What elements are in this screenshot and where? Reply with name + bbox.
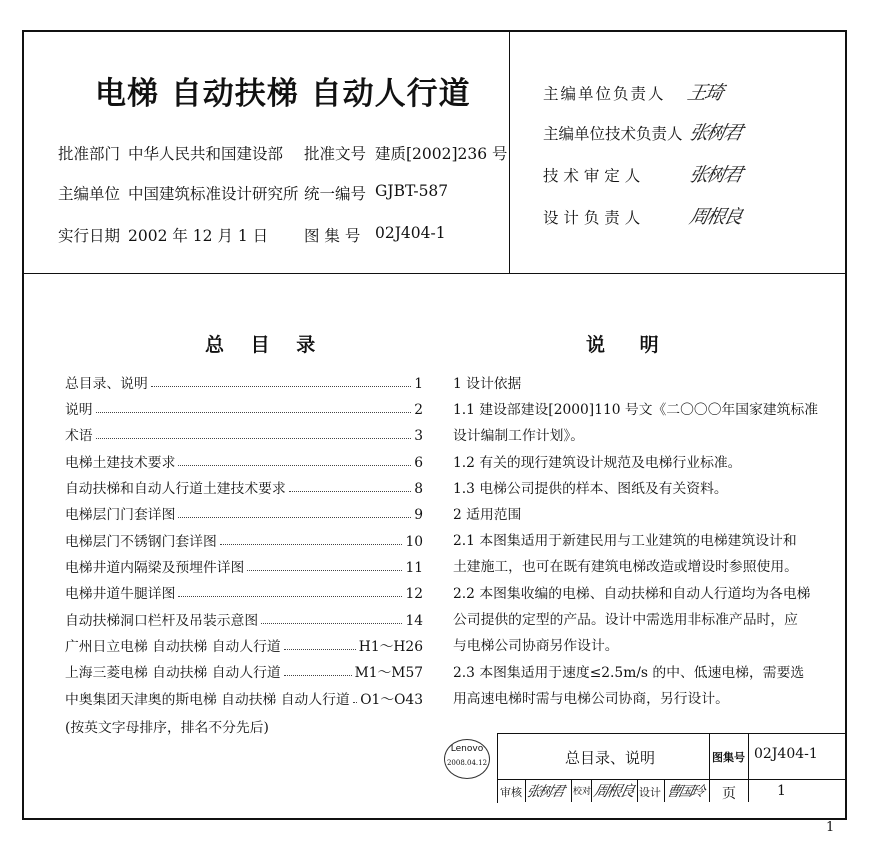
- leader-dots: [178, 517, 411, 518]
- note-line: 1 设计依据: [453, 376, 522, 392]
- check-label: 校对: [573, 787, 592, 797]
- signature: 张树君: [687, 164, 744, 186]
- header-vertical-divider: [509, 30, 510, 273]
- signature: 张树君: [687, 122, 744, 144]
- leader-dots: [178, 596, 402, 597]
- page-value: 1: [777, 783, 786, 799]
- toc-item-page: 12: [405, 586, 423, 602]
- signatory-role: 主编单位负责人: [543, 85, 666, 103]
- toc-item-page: 2: [414, 402, 423, 418]
- toc-item-page: 14: [405, 613, 423, 629]
- design-label: 设计: [639, 786, 661, 799]
- toc-item: [65, 580, 423, 602]
- meta-label-approval-dept: 批准部门: [58, 145, 121, 163]
- toc-item: [65, 607, 423, 629]
- title-block-row-divider: [497, 779, 847, 780]
- sheet-title: 总目录、说明: [565, 749, 656, 767]
- design-signature: 曹国玲: [665, 784, 705, 800]
- meta-label-atlas-no: 图 集 号: [304, 227, 361, 245]
- toc-item-page: 11: [405, 560, 423, 576]
- toc-item: [65, 501, 423, 523]
- leader-dots: [353, 702, 358, 703]
- signatory-role: 主编单位技术负责人: [543, 125, 683, 143]
- notes-heading: 说 明: [586, 334, 673, 356]
- meta-label-approval-no: 批准文号: [304, 145, 367, 163]
- meta-value-editor: 中国建筑标准设计研究所: [128, 185, 299, 203]
- leader-dots: [289, 491, 411, 492]
- toc-item: [65, 370, 423, 392]
- leader-dots: [96, 438, 412, 439]
- toc-item: [65, 633, 423, 655]
- lenovo-stamp: [444, 739, 490, 779]
- toc-item-title: 广州日立电梯 自动扶梯 自动人行道: [65, 639, 281, 655]
- note-line: 1.2 有关的现行建筑设计规范及电梯行业标准。: [453, 455, 742, 471]
- toc-item-title: 自动扶梯洞口栏杆及吊装示意图: [65, 613, 259, 629]
- note-line: 2.2 本图集收编的电梯、自动扶梯和自动人行道均为各电梯: [453, 586, 811, 602]
- meta-value-atlas-no: 02J404-1: [375, 224, 446, 242]
- note-line: 土建施工，也可在既有建筑电梯改造或增设时参照使用。: [453, 559, 798, 575]
- toc-item-title: 电梯土建技术要求: [65, 455, 176, 471]
- leader-dots: [247, 570, 402, 571]
- toc-item-page: H1～H26: [358, 639, 423, 655]
- toc-item-page: M1～M57: [354, 665, 423, 681]
- review-signature: 张树君: [525, 784, 565, 800]
- leader-dots: [178, 465, 411, 466]
- note-line: 2.3 本图集适用于速度≤2.5m/s 的中、低速电梯，需要选: [453, 665, 805, 681]
- leader-dots: [284, 675, 352, 676]
- leader-dots: [96, 412, 412, 413]
- toc-item-page: 1: [414, 376, 423, 392]
- note-line: 公司提供的定型的产品。设计中需选用非标准产品时，应: [453, 612, 798, 628]
- atlas-no-label: 图集号: [712, 751, 745, 764]
- toc-item-title: 中奥集团天津奥的斯电梯 自动扶梯 自动人行道: [65, 692, 350, 708]
- toc-item: [65, 396, 423, 418]
- toc-item-title: 电梯井道内隔梁及预埋件详图: [65, 560, 245, 576]
- toc-item-title: 术语: [65, 428, 93, 444]
- toc-item-title: 总目录、说明: [65, 376, 148, 392]
- leader-dots: [261, 623, 402, 624]
- toc-item: [65, 554, 423, 576]
- toc-item-page: 8: [414, 481, 423, 497]
- toc-item: [65, 686, 423, 708]
- toc-heading: 总 目 录: [205, 334, 326, 356]
- toc-item-title: 电梯井道牛腿详图: [65, 586, 176, 602]
- signatory-role: 设 计 负 责 人: [543, 209, 641, 227]
- note-line: 与电梯公司协商另作设计。: [453, 638, 619, 654]
- note-line: 1.1 建设部建设[2000]110 号文《二〇〇〇年国家建筑标准: [453, 402, 819, 418]
- leader-dots: [151, 386, 411, 387]
- toc-note: (按英文字母排序，排名不分先后): [65, 720, 269, 736]
- atlas-no-value: 02J404-1: [754, 746, 818, 762]
- note-line: 2.1 本图集适用于新建民用与工业建筑的电梯建筑设计和: [453, 533, 797, 549]
- toc-item-page: 9: [414, 507, 423, 523]
- toc-item-page: O1～O43: [360, 692, 423, 708]
- toc-item: [65, 422, 423, 444]
- toc-item: [65, 449, 423, 471]
- toc-item-title: 说明: [65, 402, 93, 418]
- footer-page-number: 1: [826, 820, 835, 835]
- stamp-date: 2008.04.12: [446, 759, 488, 767]
- title-block-col-divider: [571, 779, 572, 802]
- title-block-col-divider: [637, 779, 638, 802]
- toc-item-title: 上海三菱电梯 自动扶梯 自动人行道: [65, 665, 281, 681]
- signature: 周根良: [687, 206, 744, 228]
- meta-value-unified-no: GJBT-587: [375, 182, 449, 200]
- signature: 王琦: [685, 82, 725, 104]
- note-line: 设计编制工作计划》。: [453, 428, 585, 444]
- header-divider: [22, 273, 847, 274]
- toc-item: [65, 475, 423, 497]
- note-line: 用高速电梯时需与电梯公司协商，另行设计。: [453, 691, 729, 707]
- meta-value-effective-date: 2002 年 12 月 1 日: [128, 227, 269, 245]
- meta-value-approval-no: 建质[2002]236 号: [375, 145, 508, 163]
- toc-item-page: 10: [405, 534, 423, 550]
- toc-item-page: 6: [414, 455, 423, 471]
- check-signature: 周根良: [591, 782, 635, 800]
- toc-item-title: 电梯层门门套详图: [65, 507, 176, 523]
- toc-item-page: 3: [414, 428, 423, 444]
- toc-item-title: 电梯层门不锈钢门套详图: [65, 534, 217, 550]
- document-title: 电梯 自动扶梯 自动人行道: [95, 76, 471, 112]
- toc-item-title: 自动扶梯和自动人行道土建技术要求: [65, 481, 286, 497]
- title-block-col-divider: [709, 733, 710, 802]
- review-label: 审核: [500, 786, 522, 799]
- leader-dots: [220, 544, 403, 545]
- note-line: 2 适用范围: [453, 507, 522, 523]
- leader-dots: [284, 649, 356, 650]
- meta-label-editor: 主编单位: [58, 185, 121, 203]
- toc-item: [65, 659, 423, 681]
- toc-item: [65, 528, 423, 550]
- meta-value-approval-dept: 中华人民共和国建设部: [128, 145, 284, 163]
- meta-label-effective-date: 实行日期: [58, 227, 121, 245]
- meta-label-unified-no: 统一编号: [304, 185, 367, 203]
- signatory-role: 技 术 审 定 人: [543, 167, 641, 185]
- stamp-brand: Lenovo: [450, 744, 484, 754]
- note-line: 1.3 电梯公司提供的样本、图纸及有关资料。: [453, 481, 728, 497]
- title-block-col-divider: [748, 733, 749, 802]
- page-label: 页: [722, 786, 736, 802]
